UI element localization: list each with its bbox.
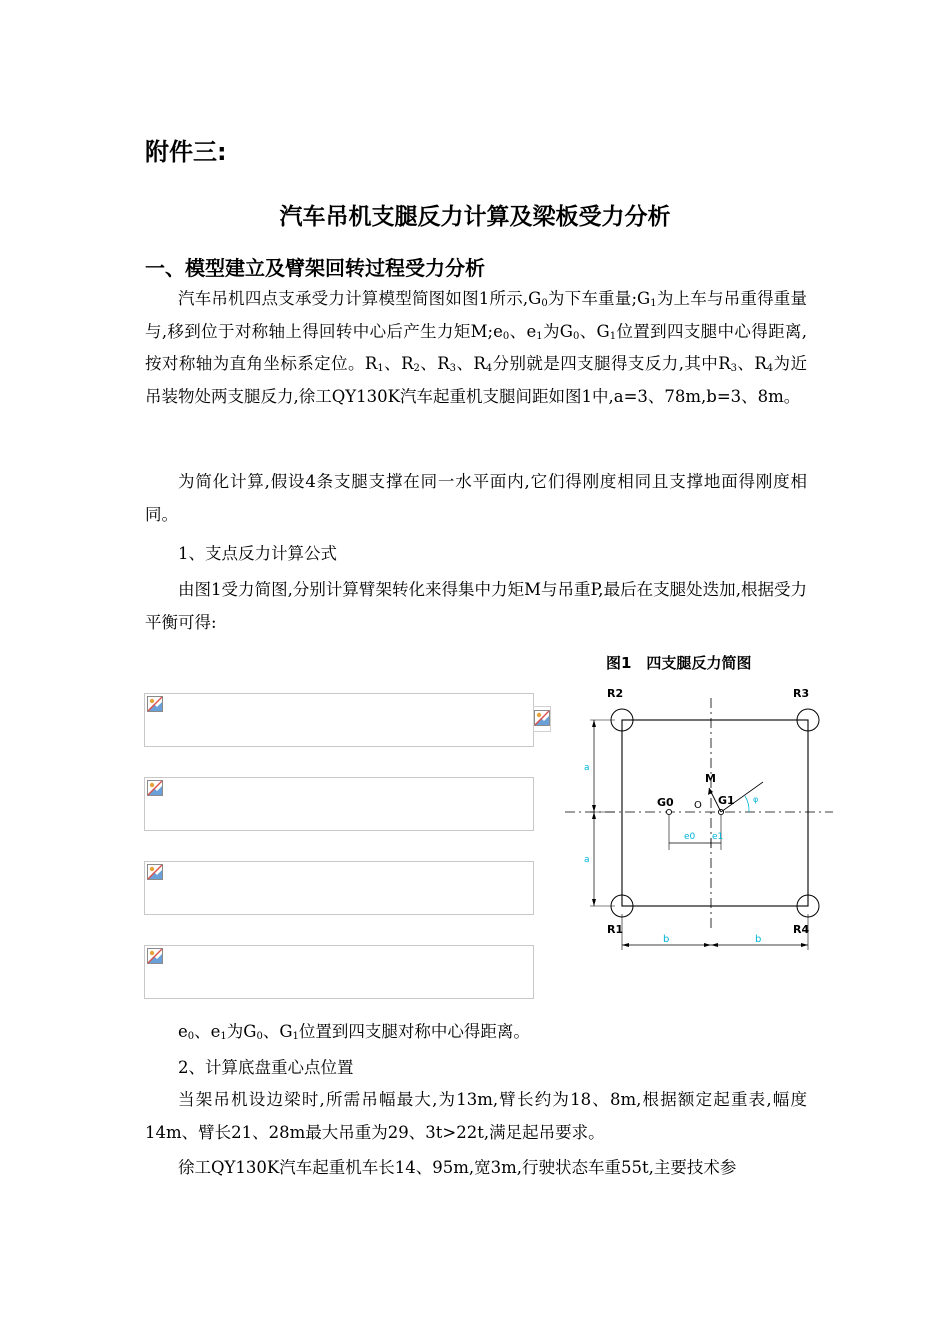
label-r2: R2 [607, 687, 624, 700]
formula-image [533, 706, 551, 732]
appendix-label: 附件三: [145, 138, 227, 166]
label-g0: G0 [657, 796, 674, 809]
label-a-top: a [584, 763, 590, 773]
label-m: M [705, 772, 716, 785]
formula-image [144, 861, 534, 915]
section-heading: 一、模型建立及臂架回转过程受力分析 [145, 256, 485, 280]
paragraph-assumption: 为简化计算,假设4条支腿支撑在同一水平面内,它们得刚度相同且支撑地面得刚度相同。 [145, 472, 807, 524]
paragraph-crane-specs: 徐工QY130K汽车起重机车长14、95m,宽3m,行驶状态车重55t,主要技术参 [178, 1158, 737, 1177]
label-g1: G1 [718, 794, 735, 807]
broken-image-icon [147, 864, 163, 880]
subheading-center-of-gravity: 2、计算底盘重心点位置 [178, 1058, 354, 1077]
broken-image-icon [147, 780, 163, 796]
label-b-left: b [663, 934, 670, 945]
broken-image-icon [534, 710, 550, 726]
paragraph-model: 汽车吊机四点支承受力计算模型简图如图1所示$,G_0$为下车重量$;G_1$为上车与吊重得重量与,移到位于对称轴上得回转中心后产生力矩$M;e_0$、$e_1$为$G_0$、$G_1$位置到四支腿中心得距离,按对称轴为直角坐标系定位。$R_1$、$R_2$、$R_3$、$R_4$分别就是四支腿得支反力,其中$R_3$、$R_4$为近吊装物处两支腿反力,徐工QY130K汽车起重机支腿间距如图1中,a=3、78m,b=3、8m。 [145, 289, 808, 406]
formula-image [144, 693, 534, 747]
formula-image [144, 777, 534, 831]
outrigger-frame [622, 720, 808, 906]
label-phi: φ [753, 795, 759, 804]
broken-image-icon [147, 696, 163, 712]
subheading-formula: 1、支点反力计算公式 [178, 544, 337, 563]
paragraph-equilibrium: 由图1受力简图,分别计算臂架转化来得集中力矩M与吊重P,最后在支腿处迭加,根据受力平衡可得: [145, 580, 807, 632]
paragraph-e-definition: $e_0$、$e_1$为$G_0$、$G_1$位置到四支腿对称中心得距离。 [178, 1022, 530, 1042]
g0-point [666, 809, 671, 814]
label-origin: O [694, 800, 702, 811]
broken-image-icon [147, 948, 163, 964]
paragraph-lifting-range: 当架吊机设边梁时,所需吊幅最大,为13m,臂长约为18、8m,根据额定起重表,幅度14m、臂长21、28m最大吊重为29、3t>22t,满足起吊要求。 [145, 1090, 807, 1142]
document-title: 汽车吊机支腿反力计算及梁板受力分析 [279, 204, 671, 230]
label-a-bottom: a [584, 855, 590, 865]
figure-caption: 图1 四支腿反力简图 [606, 654, 752, 672]
outrigger-reaction-diagram [565, 680, 835, 950]
label-r4: R4 [793, 923, 810, 936]
label-r1: R1 [607, 923, 624, 936]
label-e1: e1 [712, 832, 724, 842]
formula-image [144, 945, 534, 999]
label-b-right: b [755, 934, 762, 945]
label-e0: e0 [684, 832, 696, 842]
label-r3: R3 [793, 687, 810, 700]
